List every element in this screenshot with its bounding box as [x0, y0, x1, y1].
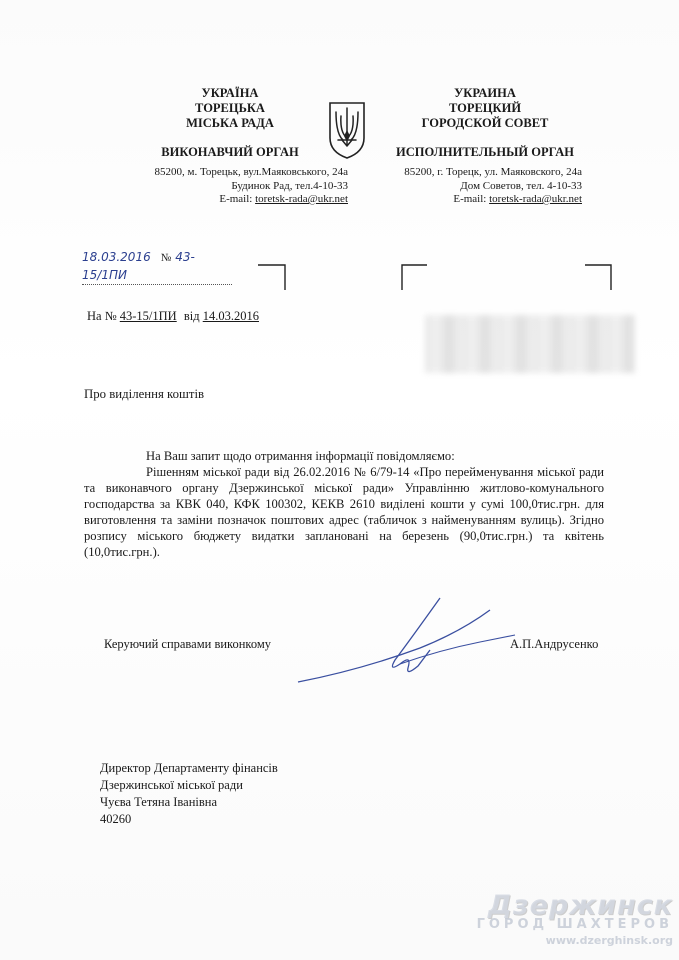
outgoing-date: 18.03.2016 [82, 250, 151, 264]
address-left-street: 85200, м. Торецьк, вул.Маяковського, 24а [154, 166, 348, 178]
watermark-subtitle: ГОРОД ШАХТЕРОВ [476, 917, 673, 932]
header-right-council: ГОРОДСКОЙ СОВЕТ [421, 116, 549, 130]
email-label: E-mail: [219, 193, 253, 205]
executor-block [100, 760, 278, 828]
header-left-council: МІСЬКА РАДА [186, 116, 274, 130]
email-link[interactable]: toretsk-rada@ukr.net [255, 193, 348, 205]
executor-line-1: Директор Департаменту фінансів [100, 761, 278, 775]
email-link[interactable]: toretsk-rada@ukr.net [489, 193, 582, 205]
executor-line-2: Дзержинської міської ради [100, 778, 243, 792]
executor-line-3: Чуєва Тетяна Іванівна [100, 795, 218, 809]
outgoing-line [82, 248, 232, 285]
reference-line [87, 309, 259, 324]
signatory-name: А.П.Андрусенко [510, 637, 599, 651]
reference-from-word: від [183, 309, 200, 323]
address-left [88, 166, 348, 207]
subject-line: Про виділення коштів [84, 387, 205, 401]
address-right-email-line [372, 193, 582, 207]
address-left-building: Будинок Рад, тел.4-10-33 [231, 179, 348, 192]
header-right-organ: ИСПОЛНИТЕЛЬНЫЙ ОРГАН [396, 145, 574, 159]
address-right [372, 166, 582, 207]
reference-number: 43-15/1ПИ [119, 309, 177, 323]
body-paragraph: Рішенням міської ради від 26.02.2016 № 6/79-14 «Про перейменування міської ради та виконавчого органу Дзержинської міської ради» Управлінню житлово-комунального господарства за КВК 040, КФК 100302, КЕКВ 2610 виділені кошти у сумі 100,0тис.грн. для виготовлення та заміни позначок поштових адрес (табличок з найменуванням вулиць). Згідно розпису міського бюджету видатки заплановані на березень (90,0тис.грн.) та квітень (10,0тис.грн.). [84, 465, 604, 559]
reference-prefix: На № [87, 309, 117, 323]
address-left-email-line [88, 193, 348, 207]
address-right-building: Дом Советов, тел. 4-10-33 [460, 179, 582, 192]
outgoing-number: 43-15/1ПИ [82, 250, 195, 282]
header-right-country: УКРАИНА [454, 86, 516, 100]
header-right [385, 86, 585, 160]
outgoing-number-label: № [160, 252, 172, 264]
letter-body [84, 448, 604, 560]
watermark-url: www.dzerghinsk.org [545, 934, 673, 947]
header-left-city: ТОРЕЦЬКА [195, 101, 265, 115]
executor-line-4: 40260 [100, 812, 132, 826]
address-field-corner-marks [255, 262, 615, 292]
address-right-street: 85200, г. Торецк, ул. Маяковского, 24а [404, 166, 582, 178]
site-watermark [477, 890, 673, 947]
body-intro: На Ваш запит щодо отримання інформації повідомляємо: [146, 449, 455, 463]
header-left [120, 86, 340, 160]
trident-coat-of-arms-icon [327, 100, 367, 160]
watermark-title: Дзержинск [487, 890, 673, 921]
header-right-city: ТОРЕЦКИЙ [448, 101, 522, 115]
redacted-recipient-block [425, 315, 635, 373]
email-label: E-mail: [453, 193, 487, 205]
reference-date: 14.03.2016 [202, 309, 259, 323]
signatory-title: Керуючий справами виконкому [104, 637, 272, 651]
header-left-country: УКРАЇНА [201, 86, 259, 100]
header-left-organ: ВИКОНАВЧИЙ ОРГАН [161, 145, 299, 159]
handwritten-signature [290, 580, 520, 690]
